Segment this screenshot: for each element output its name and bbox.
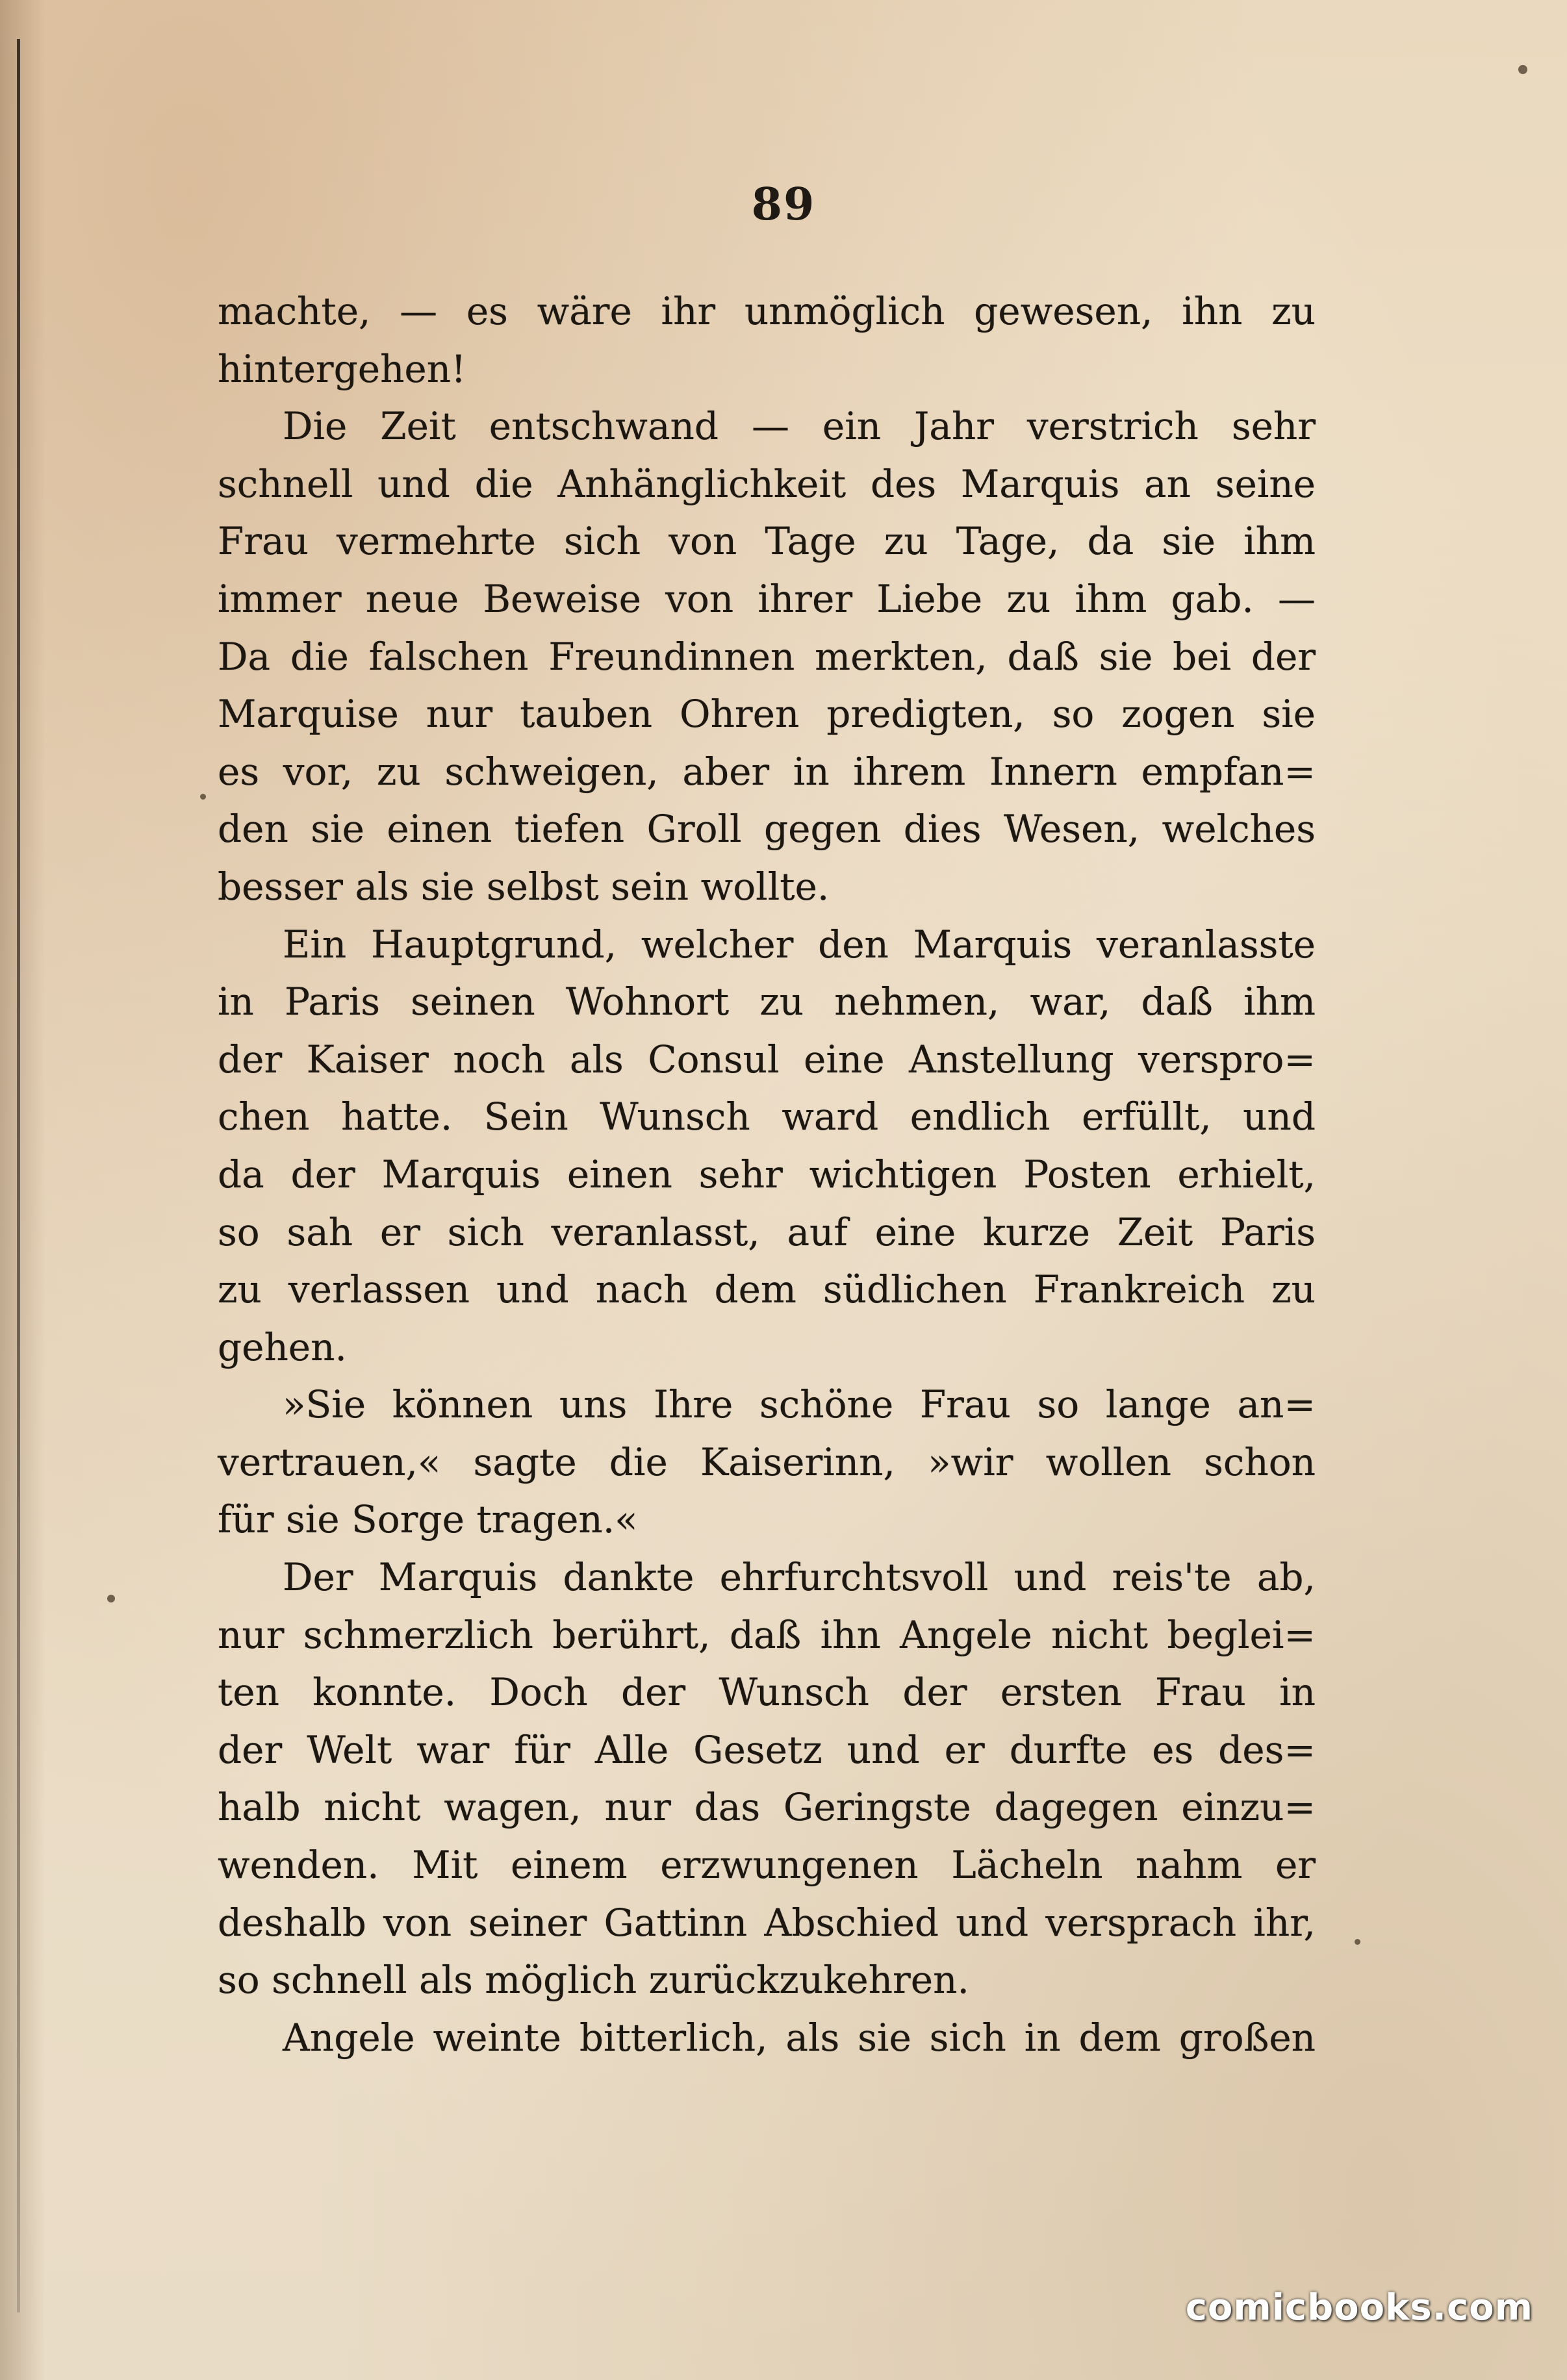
- text-line: »Sie können uns Ihre schöne Frau so lange an=: [283, 1382, 1316, 1427]
- text-line: der Kaiser noch als Consul eine Anstellung verspro=: [218, 1037, 1316, 1082]
- text-line: hintergehen!: [218, 346, 466, 391]
- text-line: deshalb von seiner Gattinn Abschied und versprach ihr,: [218, 1900, 1316, 1945]
- spine-edge: [17, 39, 20, 2312]
- text-line: es vor, zu schweigen, aber in ihrem Innern empfan=: [218, 749, 1316, 794]
- text-line: immer neue Beweise von ihrer Liebe zu ihm gab. —: [218, 576, 1316, 621]
- paper-speck: [1355, 1939, 1360, 1945]
- text-line: Der Marquis dankte ehrfurchtsvoll und reis'te ab,: [283, 1555, 1316, 1600]
- page-edge-shadow: [0, 0, 45, 2380]
- text-line: ten konnte. Doch der Wunsch der ersten Frau in: [218, 1670, 1316, 1715]
- paper-speck: [107, 1595, 115, 1602]
- text-line: wenden. Mit einem erzwungenen Lächeln nahm er: [218, 1843, 1316, 1888]
- text-line: Die Zeit entschwand — ein Jahr verstrich sehr: [283, 404, 1316, 449]
- text-line: Frau vermehrte sich von Tage zu Tage, da sie ihm: [218, 519, 1316, 564]
- text-line: besser als sie selbst sein wollte.: [218, 864, 830, 909]
- text-line: Ein Hauptgrund, welcher den Marquis veranlasste: [283, 922, 1316, 967]
- text-line: für sie Sorge tragen.«: [218, 1497, 638, 1542]
- watermark-logo: comicbooks.com: [1185, 2286, 1533, 2329]
- text-line: den sie einen tiefen Groll gegen dies Wesen, welches: [218, 807, 1316, 852]
- text-line: nur schmerzlich berührt, daß ihn Angele nicht beglei=: [218, 1612, 1316, 1657]
- text-line: gehen.: [218, 1324, 347, 1369]
- text-line: Da die falschen Freundinnen merkten, daß sie bei der: [218, 634, 1316, 679]
- page-number: 89: [751, 179, 816, 231]
- text-line: der Welt war für Alle Gesetz und er durfte es des=: [218, 1727, 1316, 1772]
- paper-speck: [1518, 65, 1527, 74]
- text-line: zu verlassen und nach dem südlichen Frankreich zu: [218, 1267, 1316, 1312]
- body-text: [218, 283, 1316, 2066]
- text-line: halb nicht wagen, nur das Geringste dagegen einzu=: [218, 1785, 1316, 1830]
- paper-speck: [200, 794, 206, 800]
- text-line: chen hatte. Sein Wunsch ward endlich erfüllt, und: [218, 1095, 1316, 1139]
- text-line: machte, — es wäre ihr unmöglich gewesen, ihn zu: [218, 289, 1316, 333]
- text-line: so sah er sich veranlasst, auf eine kurze Zeit Paris: [218, 1209, 1316, 1254]
- text-line: schnell und die Anhänglichkeit des Marquis an seine: [218, 461, 1316, 506]
- text-line: vertrauen,« sagte die Kaiserinn, »wir wollen schon: [218, 1439, 1316, 1484]
- text-line: in Paris seinen Wohnort zu nehmen, war, daß ihm: [218, 980, 1316, 1024]
- text-line: da der Marquis einen sehr wichtigen Posten erhielt,: [218, 1152, 1316, 1196]
- text-line: Marquise nur tauben Ohren predigten, so zogen sie: [218, 692, 1316, 737]
- text-line: so schnell als möglich zurückzukehren.: [218, 1958, 969, 2003]
- text-line: Angele weinte bitterlich, als sie sich in dem großen: [283, 2015, 1316, 2060]
